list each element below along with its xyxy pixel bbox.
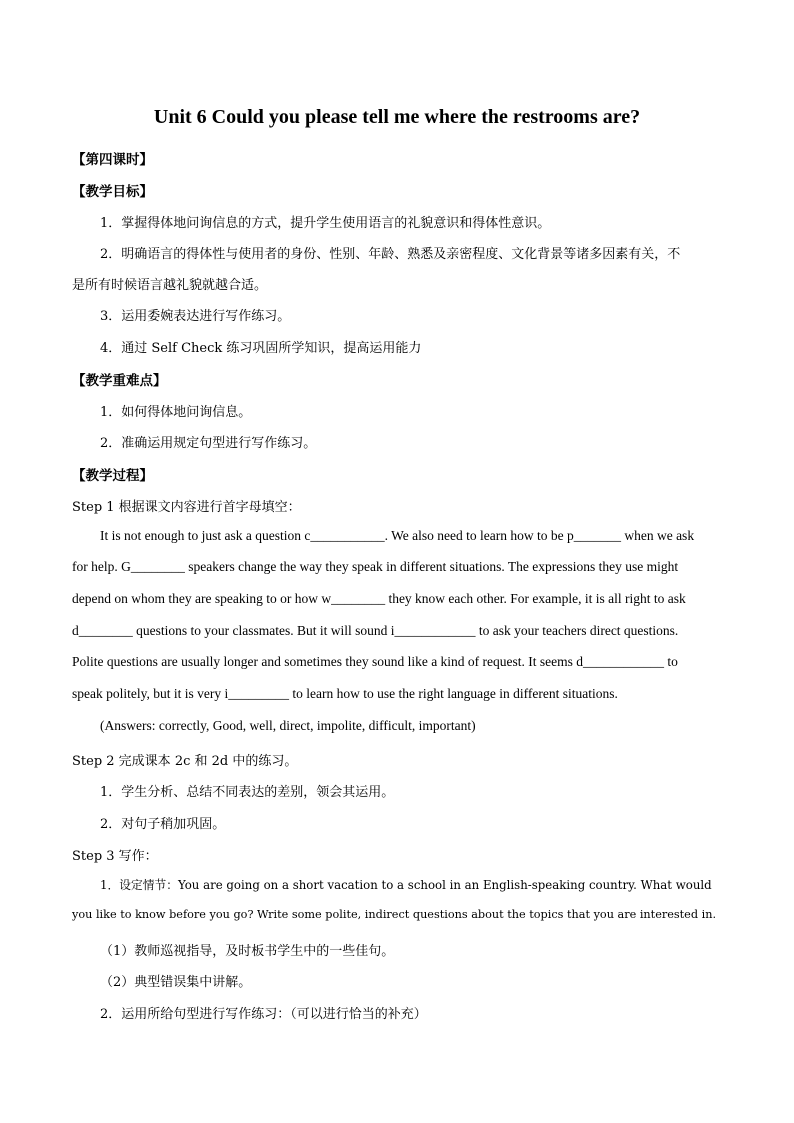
process-heading: 【教学过程】 <box>72 468 153 484</box>
passage-line: for help. G________ speakers change the way they speak in different situations. The expressions they use might <box>72 559 679 574</box>
passage-line: speak politely, but it is very i_________ to learn how to use the right language in different situations. <box>72 686 618 701</box>
passage-line: depend on whom they are speaking to or how w________ they know each other. For example, it is all right to ask <box>72 591 686 606</box>
passage-line: d________ questions to your classmates. But it will sound i____________ to ask your teachers direct questions. <box>72 623 679 638</box>
objective-item-4: 4．通过 Self Check 练习巩固所学知识，提高运用能力 <box>100 341 422 356</box>
objective-item-2-line-2: 是所有时候语言越礼貌就越合适。 <box>72 278 268 293</box>
objective-item-3: 3．运用委婉表达进行写作练习。 <box>100 309 291 324</box>
step-2-item-2: 2．对句子稍加巩固。 <box>100 817 226 832</box>
objectives-heading: 【教学目标】 <box>72 184 153 200</box>
objective-item-2-line-1: 2．明确语言的得体性与使用者的身份、性别、年龄、熟悉及亲密程度、文化背景等诸多因素有关，不 <box>100 247 681 262</box>
step-3-item-2: 2．运用所给句型进行写作练习：（可以进行恰当的补充） <box>100 1007 427 1022</box>
step-3-sub-1: （1）教师巡视指导，及时板书学生中的一些佳句。 <box>100 944 395 959</box>
step-2-item-1: 1．学生分析、总结不同表达的差别，领会其运用。 <box>100 785 395 800</box>
step-1-label: Step 1 根据课文内容进行首字母填空： <box>72 500 301 515</box>
passage-line: Polite questions are usually longer and sometimes they sound like a kind of request. It seems d____________ to <box>72 654 678 669</box>
step-3-item-1-line-2: you like to know before you go? Write some polite, indirect questions about the topics that you are interested in. <box>72 908 717 921</box>
step-3-sub-2: （2）典型错误集中讲解。 <box>100 975 252 990</box>
page-title: Unit 6 Could you please tell me where the restrooms are? <box>153 106 641 128</box>
step-3-item-1-line-1: 1．设定情节：You are going on a short vacation to a school in an English-speaking country. What would <box>100 878 712 892</box>
lesson-label: 【第四课时】 <box>72 152 153 168</box>
keypoint-item-2: 2．准确运用规定句型进行写作练习。 <box>100 436 317 451</box>
keypoints-heading: 【教学重难点】 <box>72 373 167 389</box>
objective-item-1: 1．掌握得体地问询信息的方式，提升学生使用语言的礼貌意识和得体性意识。 <box>100 216 551 231</box>
step-2-label: Step 2 完成课本 2c 和 2d 中的练习。 <box>72 754 298 769</box>
passage-line: It is not enough to just ask a question c___________. We also need to learn how to be p_______ when we ask <box>100 528 695 543</box>
answers-line: (Answers: correctly, Good, well, direct, impolite, difficult, important) <box>100 718 476 733</box>
keypoint-item-1: 1．如何得体地问询信息。 <box>100 405 252 420</box>
step-3-label: Step 3 写作： <box>72 849 158 864</box>
